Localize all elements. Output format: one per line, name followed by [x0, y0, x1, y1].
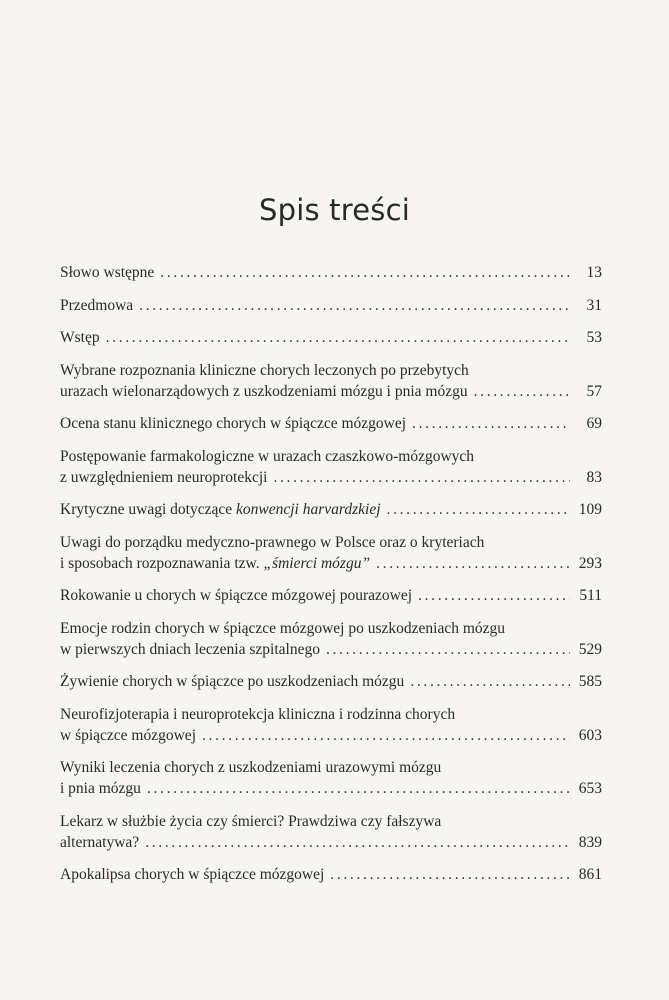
toc-entry[interactable] — [60, 811, 602, 853]
toc-entry[interactable] — [60, 499, 602, 520]
toc-page-number: 293 — [578, 554, 602, 572]
toc-page-number: 69 — [586, 415, 602, 432]
toc-page-number: 839 — [578, 833, 602, 851]
toc-entry[interactable] — [60, 864, 602, 885]
toc-page-number: 31 — [586, 296, 602, 314]
dot-leader — [412, 413, 570, 434]
dot-leader — [145, 832, 570, 853]
toc-entry[interactable] — [60, 295, 602, 316]
toc-entry-title-continued: w śpiączce mózgowej — [60, 726, 196, 744]
toc-entry[interactable] — [60, 327, 602, 348]
dot-leader — [474, 381, 570, 402]
toc-entry-title-continued: i sposobach rozpoznawania tzw. — [60, 554, 264, 572]
toc-page-number: 511 — [579, 587, 602, 604]
toc-page-number: 861 — [578, 866, 602, 883]
dot-leader — [202, 725, 570, 746]
toc-entry-title: Postępowanie farmakologiczne w urazach czaszkowo-mózgowych — [60, 447, 475, 465]
dot-leader — [376, 553, 570, 574]
toc-page-number: 57 — [586, 382, 602, 400]
toc-entry-title: Wyniki leczenia chorych z uszkodzeniami urazowymi mózgu — [60, 759, 442, 776]
page-title: Spis treści — [258, 193, 410, 227]
toc-entry[interactable] — [60, 585, 602, 606]
toc-entry[interactable] — [60, 446, 602, 488]
toc-entry-title: Słowo wstępne — [60, 264, 155, 281]
toc-page-number: 529 — [578, 640, 602, 658]
toc-entry-title: Przedmowa — [60, 296, 134, 314]
toc-page-number: 83 — [586, 468, 602, 486]
dot-leader — [273, 467, 570, 488]
toc-entry-title: Krytyczne uwagi dotyczące — [60, 501, 237, 518]
toc-entry-title: Wybrane rozpoznania kliniczne chorych leczonych po przebytych — [60, 361, 469, 379]
toc-entry-title-italic: „śmierci mózgu” — [263, 554, 371, 572]
toc-entry-title: Ocena stanu klinicznego chorych w śpiączce mózgowej — [60, 415, 407, 432]
toc-entry-title-continued: w pierwszych dniach leczenia szpitalnego — [60, 640, 320, 658]
toc-page-number: 585 — [578, 673, 602, 690]
dot-leader — [410, 671, 570, 692]
toc-entry-title-continued: alternatywa? — [60, 833, 140, 851]
toc-entry-title: Rokowanie u chorych w śpiączce mózgowej pourazowej — [60, 587, 413, 604]
dot-leader — [330, 864, 570, 885]
toc-entry[interactable] — [60, 413, 602, 434]
toc-entry-title: Emocje rodzin chorych w śpiączce mózgowej po uszkodzeniach mózgu — [60, 619, 506, 637]
toc-entry[interactable] — [60, 532, 602, 574]
toc-entry[interactable] — [60, 360, 602, 402]
toc-page-number: 109 — [578, 501, 602, 518]
toc-entry[interactable] — [60, 262, 602, 283]
toc-page-number: 13 — [586, 264, 602, 281]
toc-entry[interactable] — [60, 671, 602, 692]
table-of-contents — [60, 262, 602, 897]
toc-page-number: 53 — [586, 329, 602, 346]
toc-entry-title-continued: z uwzględnieniem neuroprotekcji — [60, 468, 268, 486]
toc-entry-title: Uwagi do porządku medyczno-prawnego w Polsce oraz o kryteriach — [60, 533, 485, 551]
toc-entry[interactable] — [60, 704, 602, 746]
dot-leader — [387, 499, 570, 520]
dot-leader — [106, 327, 570, 348]
dot-leader — [147, 778, 570, 799]
toc-entry-title: Apokalipsa chorych w śpiączce mózgowej — [60, 866, 325, 883]
dot-leader — [326, 639, 570, 660]
toc-entry-title: Żywienie chorych w śpiączce po uszkodzeniach mózgu — [60, 673, 405, 690]
toc-entry-title-continued: i pnia mózgu — [60, 780, 141, 797]
toc-entry-title: Wstęp — [60, 329, 100, 346]
dot-leader — [139, 295, 570, 316]
toc-page-number: 653 — [578, 780, 602, 797]
toc-entry[interactable] — [60, 757, 602, 799]
toc-entry-title: Neurofizjoterapia i neuroprotekcja kliniczna i rodzinna chorych — [60, 705, 456, 723]
toc-page-number: 603 — [578, 726, 602, 744]
toc-entry-title-italic: konwencji harvardzkiej — [236, 501, 381, 518]
dot-leader — [160, 262, 570, 283]
toc-entry[interactable] — [60, 618, 602, 660]
toc-entry-title-continued: urazach wielonarządowych z uszkodzeniami mózgu i pnia mózgu — [60, 382, 468, 400]
toc-entry-title: Lekarz w służbie życia czy śmierci? Prawdziwa czy fałszywa — [60, 812, 442, 830]
dot-leader — [418, 585, 570, 606]
